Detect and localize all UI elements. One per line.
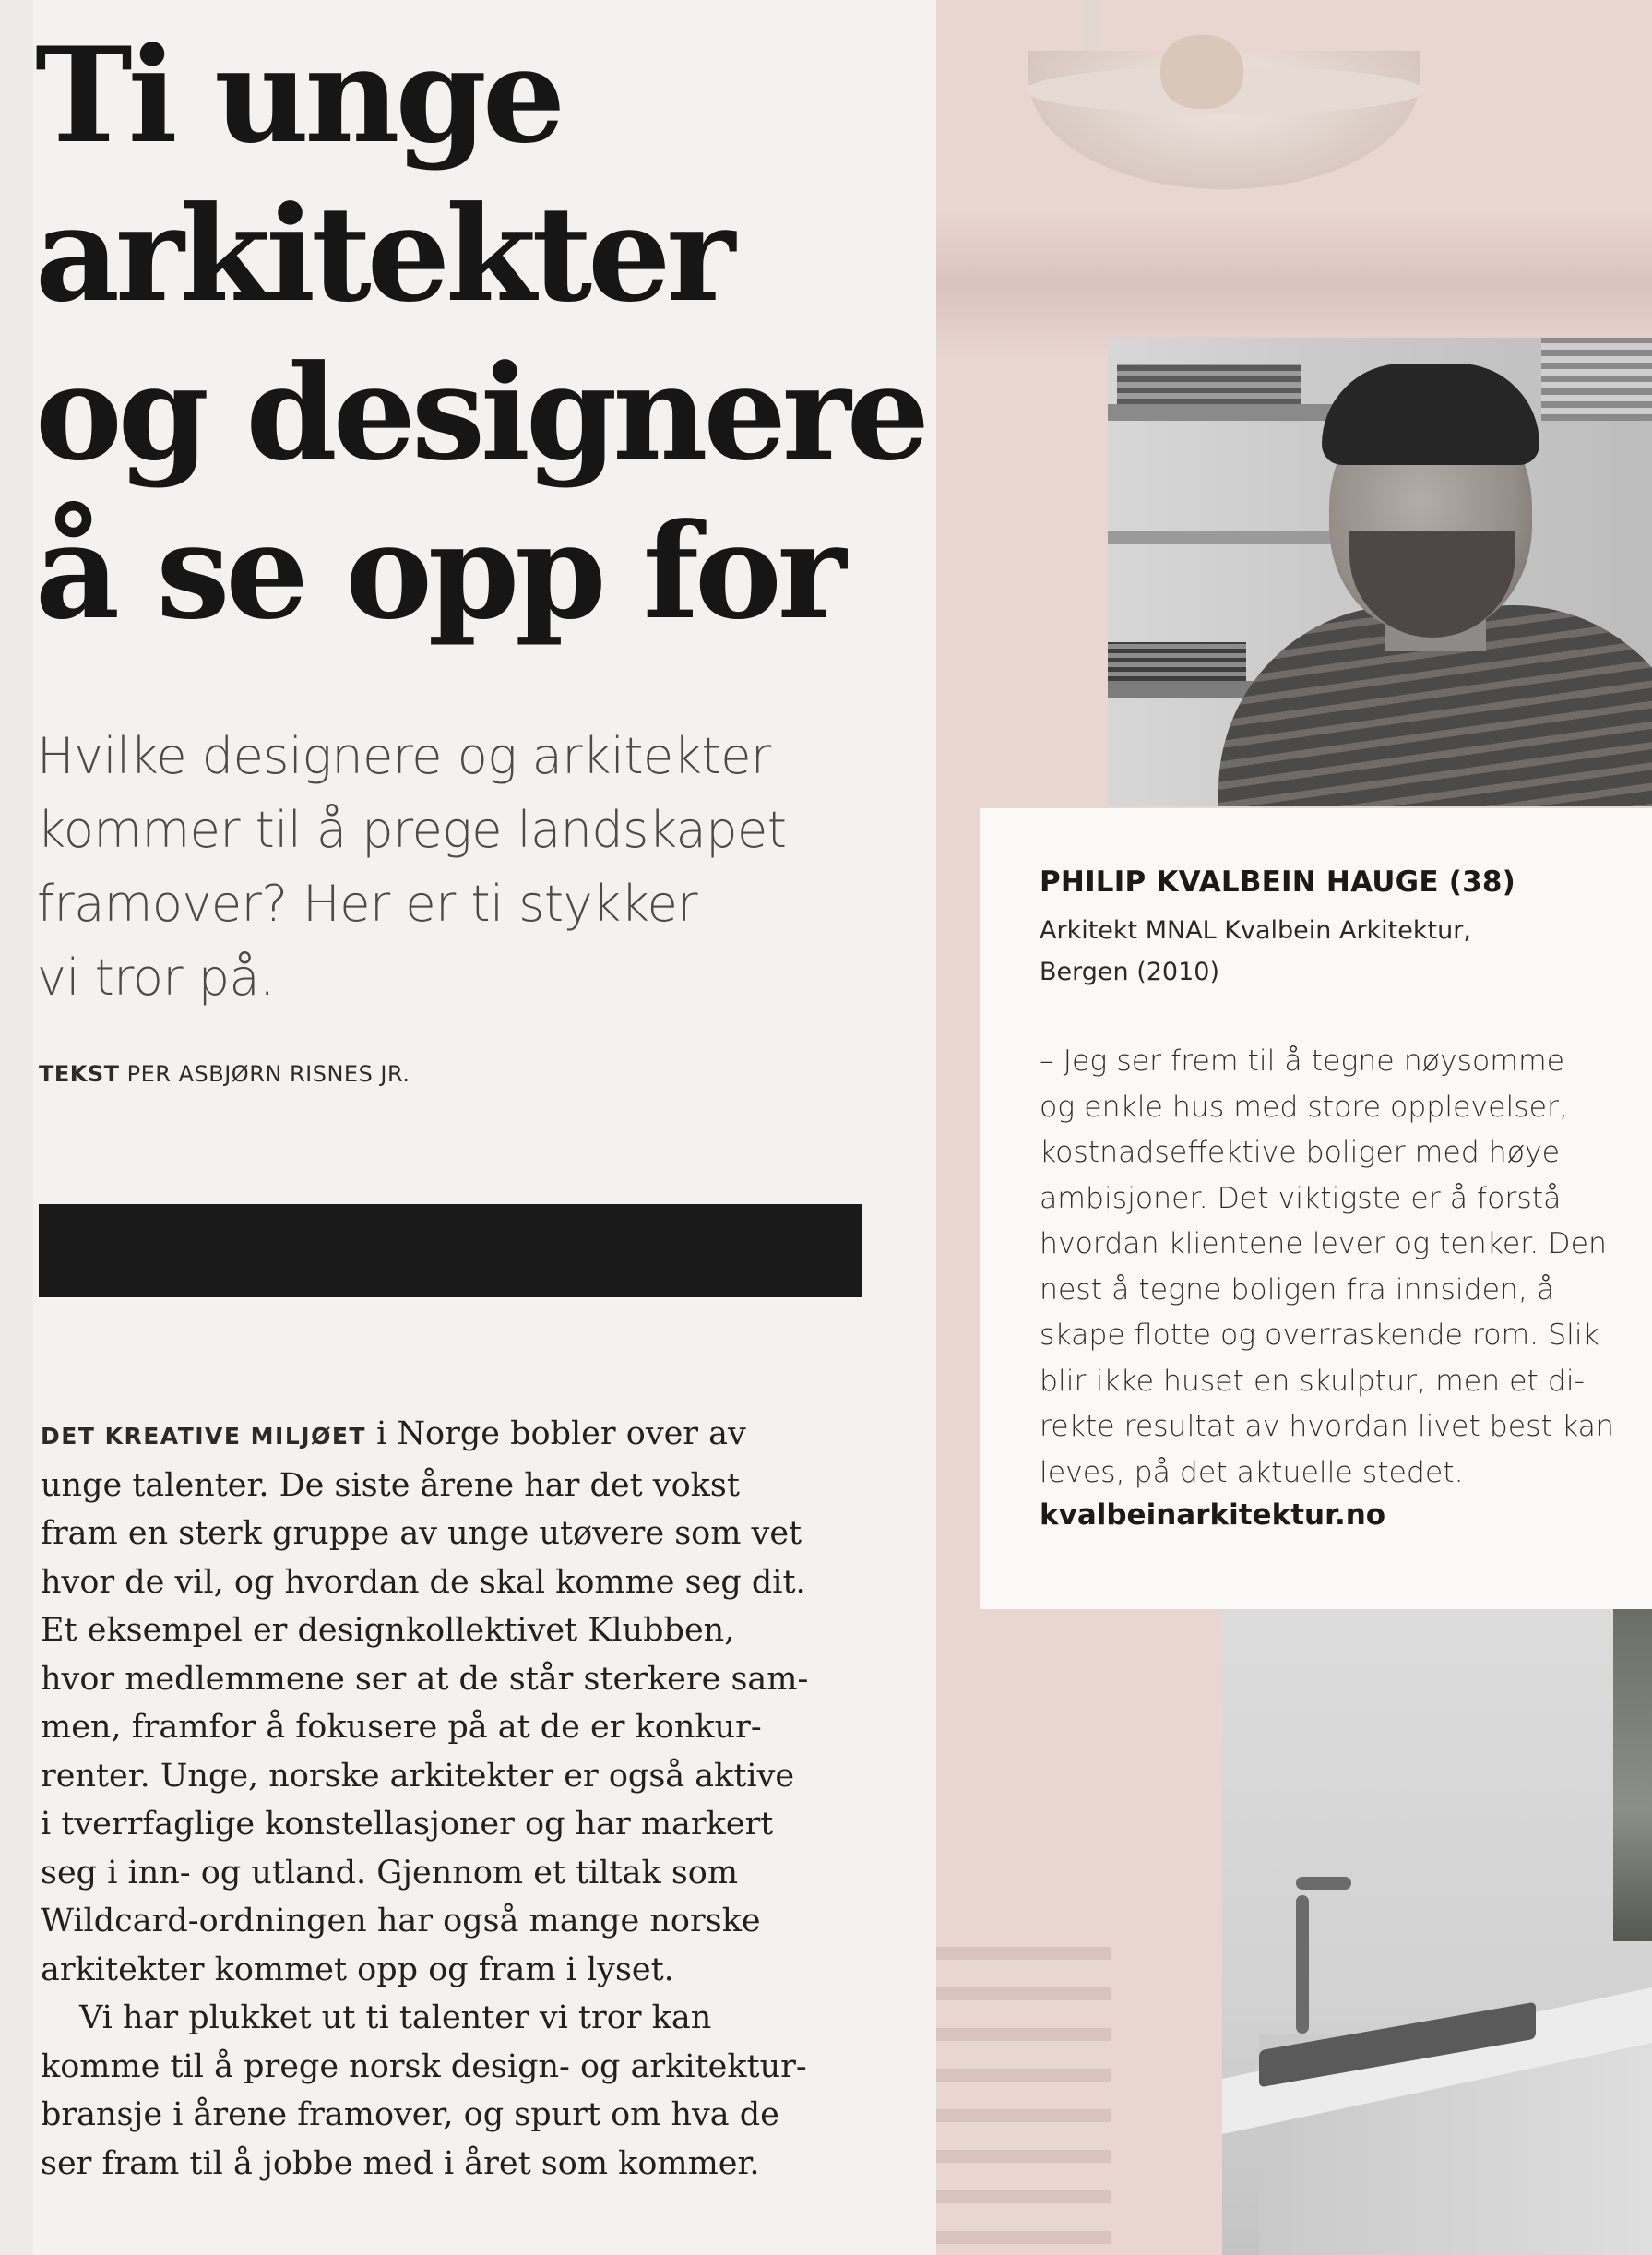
- body-line: Et eksempel er designkollektivet Klubben,: [41, 1612, 735, 1649]
- books: [1108, 642, 1246, 681]
- faucet: [1296, 1895, 1309, 2034]
- standfirst-line: kommer til å prege landskapet: [37, 801, 787, 859]
- body-line: unge talenter. De siste årene har det vokst: [41, 1466, 740, 1504]
- byline-author: PER ASBJØRN RISNES JR.: [126, 1061, 410, 1087]
- quote-line: rekte resultat av hvordan livet best kan: [1040, 1410, 1614, 1443]
- page-edge-shadow: [0, 0, 33, 2255]
- profile-quote: [1040, 1039, 1652, 1496]
- quote-line: hvordan klientene lever og tenker. Den: [1040, 1227, 1607, 1260]
- shelf: [1108, 531, 1338, 544]
- body-line: hvor de vil, og hvordan de skal komme seg dit.: [41, 1563, 806, 1601]
- standfirst-line: framover? Her er ti stykker: [37, 875, 698, 933]
- body-text: [41, 1410, 808, 2188]
- body-line: Vi har plukket ut ti talenter vi tror kan: [79, 1999, 712, 2036]
- body-line: Wildcard-ordningen har også mange norske: [41, 1903, 761, 1939]
- faucet-spout: [1296, 1877, 1351, 1890]
- profile-role-line: Bergen (2010): [1040, 958, 1219, 986]
- profile-role-line: Arkitekt MNAL Kvalbein Arkitektur,: [1040, 916, 1471, 945]
- profile-website: kvalbeinarkitektur.no: [1040, 1498, 1386, 1532]
- body-line: renter. Unge, norske arkitekter er også aktive: [41, 1757, 795, 1795]
- kitchen-photo: [1222, 1609, 1652, 2255]
- quote-line: skape flotte og overraskende rom. Slik: [1040, 1318, 1599, 1352]
- headline-line: og designere: [35, 337, 925, 490]
- show-through-text: [936, 1919, 1111, 2255]
- profile-role: [1040, 910, 1471, 993]
- standfirst-line: Hvilke designere og arkitekter: [37, 727, 771, 785]
- body-line: men, framfor å fokusere på at de er konkur-: [41, 1709, 762, 1746]
- headline: [35, 17, 925, 651]
- headline-line: å se opp for: [35, 495, 842, 649]
- beanie: [1322, 364, 1539, 465]
- body-line: ser fram til å jobbe med i året som kommer.: [41, 2144, 760, 2182]
- byline: [39, 1061, 410, 1087]
- headline-line: Ti unge: [35, 19, 562, 173]
- body-line: arkitekter kommet opp og fram i lyset.: [41, 1951, 674, 1988]
- quote-line: – Jeg ser frem til å tegne nøysomme: [1040, 1044, 1565, 1078]
- standfirst-line: vi tror på.: [37, 949, 275, 1007]
- standfirst: [37, 720, 922, 1015]
- body-line: hvor medlemmene ser at de står sterkere sam-: [41, 1660, 809, 1698]
- byline-label: TEKST: [39, 1061, 120, 1087]
- shelf: [1108, 404, 1338, 421]
- body-line: bransje i årene framover, og spurt om hva de: [41, 2096, 779, 2133]
- portrait-photo: [1108, 338, 1652, 806]
- body-line: [41, 1410, 808, 1462]
- books: [1541, 338, 1652, 421]
- quote-line: leves, på det aktuelle stedet.: [1040, 1455, 1464, 1489]
- lamp-ornament: [1160, 35, 1243, 109]
- body-line-text: i Norge bobler over av: [365, 1415, 746, 1452]
- quote-line: og enkle hus med store opplevelser,: [1040, 1090, 1568, 1124]
- black-bar: [39, 1204, 862, 1297]
- body-line: seg i inn- og utland. Gjennom et tiltak som: [41, 1854, 739, 1891]
- quote-line: kostnadseffektive boliger med høye: [1040, 1136, 1561, 1169]
- body-line: komme til å prege norsk design- og arkitektur-: [41, 2047, 807, 2085]
- lead-caps: DET KREATIVE MILJØET: [41, 1423, 366, 1450]
- body-line: i tverrfaglige konstellasjoner og har markert: [41, 1806, 774, 1843]
- books: [1117, 364, 1301, 404]
- quote-line: nest å tegne boligen fra innsiden, å: [1040, 1272, 1555, 1306]
- headline-line: arkitekter: [35, 178, 731, 331]
- body-line: fram en sterk gruppe av unge utøvere som vet: [41, 1515, 802, 1552]
- window: [1613, 1609, 1652, 1941]
- quote-line: ambisjoner. Det viktigste er å forstå: [1040, 1181, 1562, 1215]
- quote-line: blir ikke huset en skulptur, men et di-: [1040, 1364, 1585, 1398]
- profile-name: PHILIP KVALBEIN HAUGE (38): [1040, 865, 1515, 899]
